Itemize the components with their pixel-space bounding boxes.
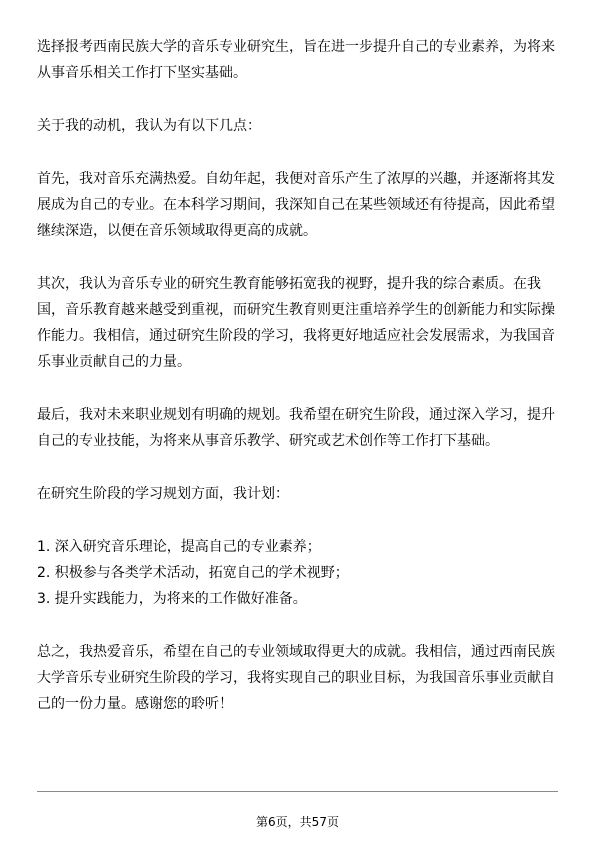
page-number-label: 第6页，共57页 [256,815,339,829]
footer-divider [37,791,558,792]
motivation-heading-paragraph: 关于我的动机，我认为有以下几点： [37,118,261,134]
page-content [37,34,559,744]
intro-paragraph: 选择报考西南民族大学的音乐专业研究生，旨在进一步提升自己的专业素养，为将来从事音乐相关工作打下坚实基础。 [37,39,555,81]
list-item: 3. 提升实践能力，为将来的工作做好准备。 [37,591,307,607]
list-item: 1. 深入研究音乐理论，提高自己的专业素养； [37,539,321,555]
first-reason-paragraph: 首先，我对音乐充满热爱。自幼年起，我便对音乐产生了浓厚的兴趣，并逐渐将其发展成为自己的专业。在本科学习期间，我深知自己在某些领域还有待提高，因此希望继续深造，以便在音乐领域取得更高的成就。 [37,171,555,239]
study-plan-list [37,534,559,612]
study-plan-intro-paragraph: 在研究生阶段的学习规划方面，我计划： [37,486,289,502]
conclusion-paragraph: 总之，我热爱音乐，希望在自己的专业领域取得更大的成就。我相信，通过西南民族大学音乐专业研究生阶段的学习，我将实现自己的职业目标，为我国音乐事业贡献自己的一份力量。感谢您的聆听！ [37,644,555,712]
third-reason-paragraph: 最后，我对未来职业规划有明确的规划。我希望在研究生阶段，通过深入学习，提升自己的专业技能，为将来从事音乐教学、研究或艺术创作等工作打下基础。 [37,407,555,449]
list-item: 2. 积极参与各类学术活动，拓宽自己的学术视野； [37,565,349,581]
second-reason-paragraph: 其次，我认为音乐专业的研究生教育能够拓宽我的视野，提升我的综合素质。在我国，音乐教育越来越受到重视，而研究生教育则更注重培养学生的创新能力和实际操作能力。我相信，通过研究生阶段的学习，我将更好地适应社会发展需求，为我国音乐事业贡献自己的力量。 [37,276,555,370]
